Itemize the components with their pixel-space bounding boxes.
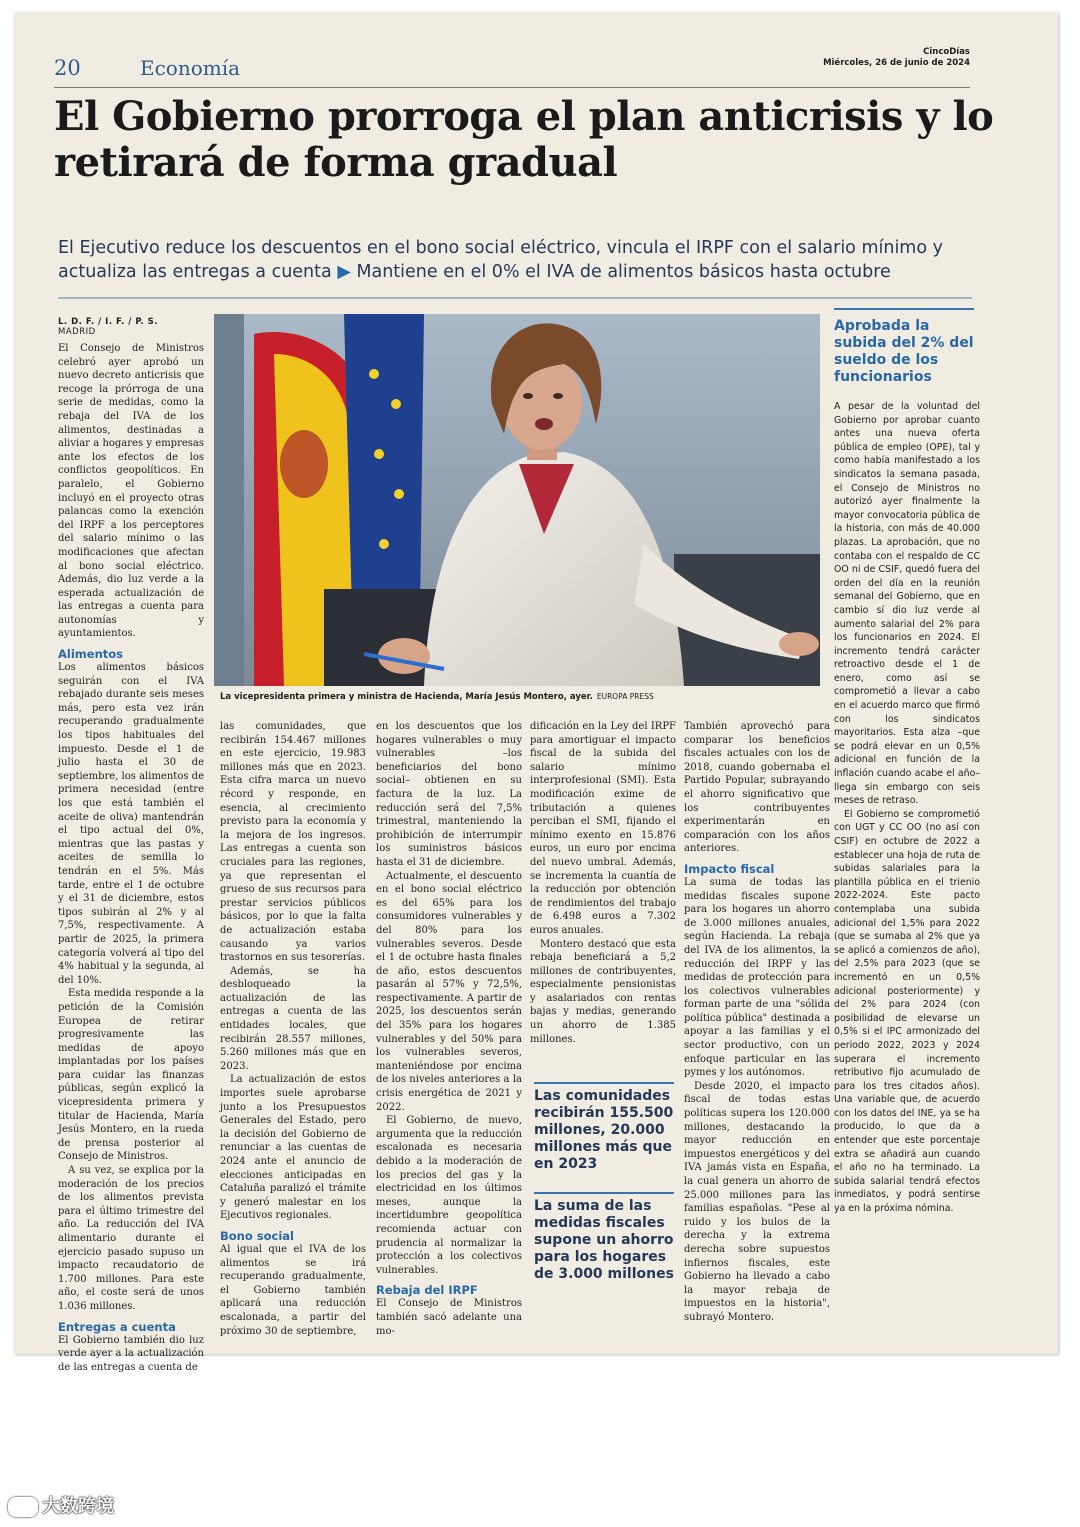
photo-credit: EUROPA PRESS [596, 692, 654, 701]
header-rule [54, 87, 970, 88]
column-1 [58, 342, 204, 1374]
subheadline [58, 236, 988, 284]
watermark [8, 1492, 114, 1518]
subheading-bono-social: Bono social [220, 1228, 294, 1243]
byline [58, 317, 158, 337]
pullquote-rule [534, 1082, 674, 1084]
sidebar-body [834, 400, 980, 1216]
paragraph: El Gobierno, de nuevo, argumenta que la reducción escalonada es necesaria debido a la moderación de los precios del gas y la electricidad en los últimos meses, aunque la incertidumbre geopolítica recomienda actuar con prudencia al normalizar la protección a los colectivos vulnerables. [376, 1115, 522, 1276]
column-4 [530, 720, 676, 1046]
page-number: 20 [54, 56, 81, 80]
subheading-irpf: Rebaja del IRPF [376, 1283, 478, 1298]
masthead [823, 47, 970, 69]
photo-caption [220, 692, 820, 702]
watermark-text: 大数跨境 [42, 1496, 114, 1517]
column-5 [684, 720, 830, 1325]
paragraph: La actualización de estos importes suele aprobarse junto a los Presupuestos Generales del Estado, pero la decisión del Gobierno de renunciar a las cuentas de 2024 ante el anuncio de elecciones anticipadas en Cataluña paralizó el trámite y generó malestar en los Ejecutivos regionales. [220, 1074, 366, 1222]
pullquote-rule [534, 1192, 674, 1194]
headline: El Gobierno prorroga el plan anticrisis y lo retirará de forma gradual [54, 93, 994, 186]
paragraph: en los descuentos que los hogares vulnerables o muy vulnerables –los beneficiarios del bono social– obtienen en su factura de la luz. La reducción será del 7,5% trimestral, manteniendo la prohibición de interrumpir los suministros básicos hasta el 31 de diciembre. [376, 721, 522, 868]
paragraph: Los alimentos básicos seguirán con el IVA rebajado durante seis meses más, pero esta vez irán recuperando gradualmente los tipos habituales del impuesto. Desde el 1 de julio hasta el 30 de septiembre, los alimentos de primera necesidad (entre los que está también el aceite de oliva) mantendrán el tipo actual del 0%, mientras que las pastas y aceites de semilla lo tendrán en el 5%. Más tarde, entre el 1 de octubre y el 31 de diciembre, estos tipos subirán al 2% y al 7,5%, respectivamente. A partir de 2025, la primera categoría volverá al tipo del 4% habitual y la segunda, al del 10%. [58, 662, 204, 986]
paragraph: las comunidades, que recibirán 154.467 millones en este ejercicio, 19.983 millones más que en 2023. Esta cifra marca un nuevo récord y responde, en esencia, al crecimiento previsto para la economía y la mejora de los ingresos. Las entregas a cuenta son cruciales para las regiones, ya que representan el grueso de sus recursos para prestar servicios públicos básicos, por lo que la falta de actualización estaba causando ya varios trastornos en sus tesorerías. [220, 721, 366, 964]
paragraph: El Gobierno también dio luz verde ayer a la actualización de las entregas a cuenta de [58, 1334, 204, 1373]
column-2 [220, 720, 366, 1338]
watermark-logo-icon [8, 1497, 38, 1517]
subheadline-part-2: Mantiene en el 0% el IVA de alimentos básicos hasta octubre [356, 262, 891, 282]
byline-authors: L. D. F. / I. F. / P. S. [58, 317, 159, 327]
subheadline-rule [58, 297, 972, 299]
paragraph: Además, se ha desbloqueado la actualización de las entregas a cuenta de las entidades locales, que recibirán 28.557 millones, 5.260 millones más que en 2023. [220, 965, 366, 1072]
paragraph: dificación en la Ley del IRPF para amortiguar el impacto fiscal de la subida del salario mínimo interprofesional (SMI). Esta modificación exime de tributación a quienes perciban el SMI, fijando el mínimo exento en 15.876 euros, un euro por encima del nuevo umbral. Además, se incrementa la cuantía de la reducción por obtención de rendimientos del trabajo de 6.498 euros a 7.302 euros anuales. [530, 721, 676, 936]
arrow-icon: ▶ [337, 262, 351, 282]
subheading-entregas: Entregas a cuenta [58, 1319, 176, 1334]
column-3 [376, 720, 522, 1338]
sidebar-rule [834, 308, 974, 310]
paragraph: También aprovechó para comparar los beneficios fiscales actuales con los de 2018, cuando gobernaba el Partido Popular, subrayando el ahorro significativo que los contribuyentes experimentarán en comparación con los años anteriores. [684, 721, 830, 855]
byline-place: MADRID [58, 327, 96, 337]
paragraph: Actualmente, el descuento en el bono social eléctrico es del 65% para los consumidores vulnerables y del 80% para los vulnerables severos. Desde el 1 de octubre hasta finales de año, estos descuentos pasarán al 57% y 72,5%, respectivamente. A partir de 2025, los descuentos serán del 35% para los hogares vulnerables y del 50% para los vulnerables severos, manteniéndose por encima de los niveles anteriores a la crisis energética de 2021 y 2022. [376, 870, 522, 1113]
sidebar-title: Aprobada la subida del 2% del sueldo de los funcionarios [834, 318, 974, 385]
paragraph: Al igual que el IVA de los alimentos se irá recuperando gradualmente, el Gobierno también aplicará una reducción escalonada, a partir del próximo 30 de septiembre, [220, 1243, 366, 1337]
brand-name: CincoDías [923, 47, 970, 57]
section-name: Economía [140, 56, 241, 80]
sidebar-paragraph: A pesar de la voluntad del Gobierno por aprobar cuanto antes una nueva oferta pública de empleo (OPE), tal y como había manifestado a los sindicatos la semana pasada, el Consejo de Ministros no autorizó ayer finalmente la mayor convocatoria pública de la historia, con más de 40.000 plazas. La aprobación, que no contaba con el respaldo de CC OO ni de CSIF, quedó fuera del orden del día en la reunión semanal del Gobierno, que en cambio sí dio luz verde al aumento salarial del 2% para los funcionarios en 2024. El incremento tendrá carácter retroactivo desde el 1 de enero, como así se comprometió a llevar a cabo en el acuerdo marco que firmó con los sindicatos mayoritarios. Esta alza –que se podrá elevar en un 0,5% adicional en función de la inflación cuando acabe el año– llega sin embargo con seis meses de retraso. [834, 401, 980, 807]
photo-illustration [214, 314, 820, 686]
news-photo [214, 314, 820, 686]
paragraph: La suma de todas las medidas fiscales supone para los hogares un ahorro de 3.000 millones anuales, según Hacienda. La rebaja del IVA de los alimentos, la reducción del IRPF y las medidas de protección para los colectivos vulnerables forman parte de una "sólida política pública" destinada a apoyar a las familias y el sector productivo, con un enfoque particular en las pymes y los autónomos. [684, 876, 830, 1079]
subheading-impacto-fiscal: Impacto fiscal [684, 861, 775, 876]
paragraph: Desde 2020, el impacto fiscal de todas estas políticas supera los 120.000 millones, destacando la mayor reducción en impuestos energéticos y del IVA jamás vista en España, la cual genera un ahorro de 25.000 millones para las familias españolas. "Pese al ruido y los bulos de la derecha y la extrema derecha sobre supuestos infiernos fiscales, este Gobierno ha llevado a cabo la mayor rebaja de impuestos en la historia", subrayó Montero. [684, 1080, 830, 1323]
paragraph: El Consejo de Ministros también sacó adelante una mo- [376, 1298, 522, 1337]
caption-text: La vicepresidenta primera y ministra de Hacienda, María Jesús Montero, ayer. [220, 692, 593, 702]
pullquote-1: Las comunidades recibirán 155.500 millones, 20.000 millones más que en 2023 [534, 1088, 674, 1172]
subheading-alimentos: Alimentos [58, 647, 123, 662]
paragraph: Esta medida responde a la petición de la Comisión Europea de retirar progresivamente las medidas de apoyo implantadas por los países para cuidar las finanzas públicas, según explicó la vicepresidenta primera y titular de Hacienda, María Jesús Montero, en la rueda de prensa posterior al Consejo de Ministros. [58, 988, 204, 1163]
paragraph: Montero destacó que esta rebaja beneficiará a 5,2 millones de contribuyentes, especialmente pensionistas y asalariados con rentas bajas y medias, generando un ahorro de 1.385 millones. [530, 938, 676, 1045]
pullquote-2: La suma de las medidas fiscales supone un ahorro para los hogares de 3.000 millones [534, 1198, 674, 1282]
subheadline-part-1: El Ejecutivo reduce los descuentos en el bono social eléctrico, vincula el IRPF con el salario mínimo y actualiza las entregas a cuenta [58, 238, 943, 282]
issue-date: Miércoles, 26 de junio de 2024 [823, 58, 970, 68]
paragraph: A su vez, se explica por la moderación de los precios de los alimentos prevista para el último trimestre del año. La reducción del IVA alimentario durante el ejercicio pasado supuso un impacto recaudatorio de 1.700 millones. Para este año, el coste será de unos 1.036 millones. [58, 1165, 204, 1312]
paragraph: El Consejo de Ministros celebró ayer aprobó un nuevo decreto anticrisis que recoge la prórroga de una serie de medidas, como la rebaja del IVA de los alimentos, destinadas a aliviar a hogares y empresas ante los efectos de los conflictos geopolíticos. En paralelo, el Gobierno incluyó en el proyecto otras palancas como la exención del IRPF a los perceptores del salario mínimo o las modificaciones que afectan al bono social eléctrico. Además, dio luz verde a la esperada actualización de las entregas a cuenta para autonomías y ayuntamientos. [58, 343, 204, 640]
sidebar-paragraph: El Gobierno se comprometió con UGT y CC OO (no así con CSIF) en octubre de 2022 a establecer una hoja de ruta de subidas salariales para la plantilla pública en el trienio 2022-2024. Este pacto contemplaba una subida adicional del 1,5% para 2022 (que se sumaba al 2% que ya se aplicó a comienzos de año), del 2,5% para 2023 (que se incrementó en un 0,5% adicional posteriormente) y del 2% para 2024 (con posibilidad de elevarse un 0,5% si el IPC armonizado del periodo 2022, 2023 y 2024 superara el incremento retributivo fijo acumulado de para los tres citados años). Una variable que, de acuerdo con los datos del INE, ya se ha producido, lo que da a entender que este porcentaje extra se añadirá aun cuando el año no ha terminado. La subida salarial tendrá efectos inmediatos, y podrá sentirse ya en la próxima nómina. [834, 808, 980, 1215]
newspaper-page [14, 12, 1058, 1373]
